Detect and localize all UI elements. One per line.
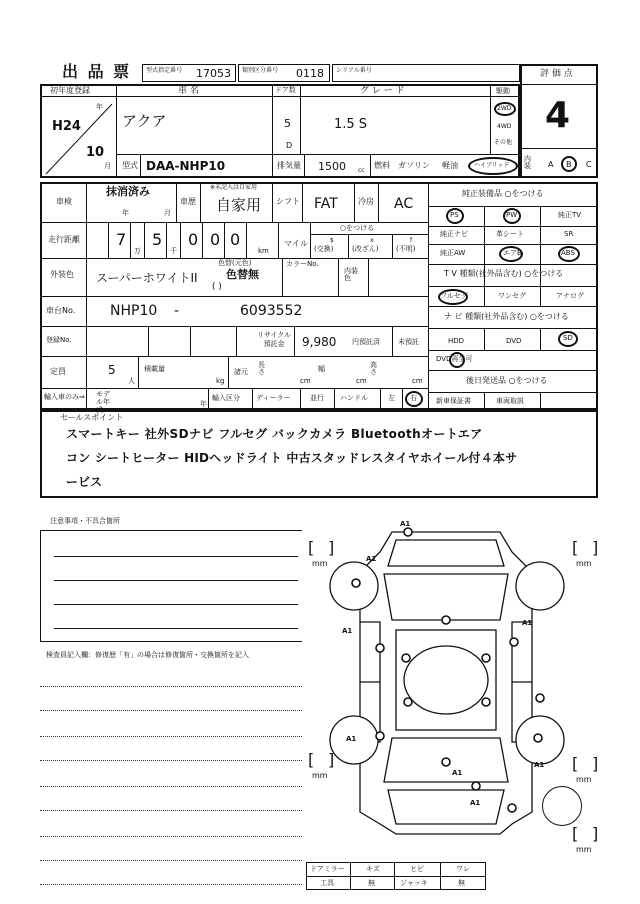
- handle-label: ハンドル: [340, 394, 368, 402]
- bracket-bl-open: [: [308, 750, 315, 769]
- sales-points-label: セールスポイント: [60, 413, 124, 422]
- inspection-value: 抹消済み: [106, 185, 150, 198]
- sr: SR: [564, 230, 574, 238]
- interior-c: C: [586, 160, 592, 169]
- ac-value: AC: [394, 196, 414, 212]
- class-label: 類別区分番号: [242, 67, 279, 74]
- sales-line-1: スマートキー 社外SDナビ フルセグ バックカメラ Bluetoothオートエア: [66, 427, 483, 441]
- history-label: 車歴: [180, 197, 196, 206]
- history-value: 自家用: [216, 196, 262, 214]
- mileage-digit-3: 0: [188, 230, 199, 249]
- inspector-note: 検査員記入欄：修復歴「有」の場合は修復箇所・交換箇所を記入: [46, 651, 249, 659]
- fuel-diesel: 軽油: [442, 161, 458, 170]
- leather: 革シート: [496, 230, 524, 238]
- repaint-paren: ( ): [212, 282, 222, 292]
- mile-label: マイル: [284, 239, 308, 248]
- chassis-dash: -: [174, 303, 180, 319]
- pw: PW: [506, 211, 518, 219]
- mileage-sen: 千: [170, 247, 177, 255]
- shift-value: FAT: [314, 196, 338, 212]
- tv-title: T V 種類(社外品含む) ○をつける: [444, 269, 564, 278]
- inspection-year-unit: 年: [122, 209, 129, 217]
- damage-mark-1: A1: [400, 520, 411, 528]
- mm-br: mm: [576, 775, 592, 784]
- bracket-br-close: ]: [592, 754, 599, 773]
- score-value: 4: [545, 95, 571, 136]
- interior-b: B: [566, 160, 572, 169]
- bracket-bl-close: ]: [328, 750, 335, 769]
- sd: SD: [563, 334, 573, 342]
- serial-label: シリアル番号: [336, 67, 372, 74]
- capacity-unit: 人: [128, 377, 135, 385]
- genuine-aw: 純正AW: [440, 249, 466, 257]
- grade-label: グ レ ー ド: [360, 86, 405, 96]
- bracket-br-open: [: [572, 754, 579, 773]
- doors-value: 5: [284, 117, 291, 130]
- damage-mark-5: A1: [346, 735, 357, 743]
- model-year-label: モデル年式: [96, 390, 110, 414]
- meter-unk-a: f: [410, 237, 413, 244]
- color-label: 外装色: [50, 270, 74, 279]
- dealer-label: ディーラー: [256, 394, 291, 402]
- width-label: 幅: [318, 365, 325, 373]
- mileage-digit-2: 5: [152, 230, 163, 249]
- drive-2wd: 2WD: [497, 105, 512, 112]
- model-cert-label: 型式指定番号: [146, 67, 183, 74]
- height-label: 高さ: [370, 361, 377, 376]
- car-name: アクア: [122, 112, 167, 130]
- drive-other: その他: [494, 139, 513, 146]
- legend-tools-value: 無: [368, 879, 375, 887]
- damage-mark-4: A1: [522, 619, 533, 627]
- caution-label: 注意事項・不具合箇所: [50, 517, 120, 525]
- drive-4wd: 4WD: [497, 123, 512, 130]
- mm-tr: mm: [576, 559, 592, 568]
- meter-alt-b: (改ざん): [352, 245, 379, 253]
- genuine-navi: 純正ナビ: [440, 230, 468, 238]
- load-kg-unit: kg: [216, 377, 225, 385]
- ac-label: 冷房: [358, 197, 374, 206]
- first-reg-year: H24: [52, 119, 81, 134]
- warranty: 新車保証書: [436, 397, 471, 405]
- car-name-label: 車 名: [178, 86, 199, 96]
- parallel-label: 並行: [310, 394, 324, 402]
- bracket-tl-close: ]: [328, 538, 335, 557]
- spare-tire: [542, 786, 582, 826]
- shift-label: シフト: [276, 197, 300, 206]
- legend-tools: 工具: [320, 879, 334, 887]
- meter-swap-b: (交換): [314, 245, 334, 253]
- first-reg-month: 10: [86, 145, 105, 160]
- score-label: 評 価 点: [540, 69, 573, 79]
- chassis-prefix: NHP10: [110, 303, 158, 319]
- legend-jack: ジャッキ: [400, 879, 428, 887]
- airbag: エアB: [503, 249, 522, 257]
- dvd: DVD: [506, 337, 522, 345]
- cc-unit: cc: [358, 167, 365, 174]
- sales-line-3: ービス: [66, 475, 103, 489]
- length-label: 長さ: [258, 361, 265, 376]
- capacity-value: 5: [108, 363, 116, 377]
- repaint-label: 色替(元色): [218, 259, 252, 267]
- displacement-value: 1500: [318, 160, 346, 173]
- recycle-label: リサイクル預託金: [256, 331, 292, 348]
- sales-line-2: コン シートヒーター HIDヘッドライト 中古スタッドレスタイヤホイール付４本サ: [66, 451, 518, 465]
- mileage-label: 走行距離: [48, 235, 80, 244]
- class-value: 0118: [296, 67, 324, 80]
- bracket-tr-close: ]: [592, 538, 599, 557]
- doors-suffix: D: [286, 141, 293, 150]
- fuel-gasoline: ガソリン: [398, 161, 430, 170]
- legend-door-mirror: ドアミラー: [310, 865, 345, 873]
- manual: 車両取説: [496, 397, 524, 405]
- dvd-play: DVD再生可: [436, 355, 473, 363]
- mm-bl: mm: [312, 771, 328, 780]
- size-label: 諸元: [234, 368, 248, 376]
- damage-mark-6: A1: [534, 761, 545, 769]
- legend-jack-value: 無: [458, 879, 465, 887]
- bracket-spare-open: [: [572, 824, 579, 843]
- damage-mark-3: A1: [342, 627, 353, 635]
- drive-label: 駆動: [496, 87, 510, 95]
- mileage-man: 万: [134, 247, 141, 255]
- damage-mark-7: A1: [452, 769, 463, 777]
- inspection-month-unit: 月: [164, 209, 171, 217]
- month-suffix: 月: [104, 162, 111, 170]
- interior-label: 内装: [524, 155, 531, 170]
- circle-note: ○をつける: [340, 224, 375, 232]
- navi-title: ナ ビ 種類(社外品含む) ○をつける: [444, 312, 569, 321]
- legend-scratch: キズ: [366, 865, 380, 873]
- model-cert-value: 17053: [196, 67, 231, 80]
- legend-break: ワレ: [456, 865, 470, 873]
- mileage-digit-4: 0: [210, 230, 221, 249]
- displacement-label: 排気量: [277, 161, 301, 170]
- chassis-number: 6093552: [240, 303, 303, 319]
- load-label: 積載量: [144, 365, 165, 373]
- color-no-label: カラーNo.: [286, 260, 319, 268]
- abs: ABS: [561, 249, 575, 257]
- fuel-label: 燃料: [374, 161, 390, 170]
- fullseg: フルセグ: [440, 292, 468, 300]
- damage-mark-2: A1: [366, 555, 377, 563]
- model-type-value: DAA-NHP10: [146, 159, 226, 173]
- hdd: HDD: [448, 337, 465, 345]
- right-label: 右: [410, 394, 417, 402]
- legend-crack: ヒビ: [410, 865, 424, 873]
- left-label: 左: [388, 394, 395, 402]
- mileage-digit-1: 7: [116, 230, 127, 249]
- import-year-unit: 年: [200, 400, 207, 408]
- meter-swap-a: $: [330, 237, 334, 244]
- width-cm-unit: cm: [356, 377, 367, 385]
- bracket-tr-open: [: [572, 538, 579, 557]
- meter-alt-a: x: [370, 237, 374, 244]
- door-label: ドア数: [275, 86, 296, 94]
- analog: アナログ: [556, 292, 584, 300]
- genuine-tv: 純正TV: [558, 211, 582, 219]
- chassis-label: 車台No.: [46, 306, 76, 315]
- import-class-label: 輸入区分: [212, 394, 240, 402]
- mm-tl: mm: [312, 559, 328, 568]
- capacity-label: 定員: [50, 367, 66, 376]
- km-unit: km: [258, 247, 269, 255]
- later-title: 後日発送品 ○をつける: [466, 376, 548, 385]
- model-type-label: 型式: [122, 161, 138, 170]
- caution-bracket: [40, 530, 302, 642]
- height-cm-unit: cm: [412, 377, 423, 385]
- repaint-value: 色替無: [226, 268, 259, 281]
- meter-unk-b: (不明): [396, 245, 416, 253]
- oneseg: ワンセグ: [498, 292, 526, 300]
- mm-spare: mm: [576, 845, 592, 854]
- history-note: ※未記入は自家用: [210, 184, 258, 191]
- reg-no-label: 登録No.: [46, 336, 72, 344]
- interior-a: A: [548, 160, 554, 169]
- bracket-spare-close: ]: [592, 824, 599, 843]
- ps: PS: [450, 211, 459, 219]
- damage-mark-8: A1: [470, 799, 481, 807]
- recycle-unpaid: 未預託: [398, 338, 419, 346]
- genuine-title: 純正装備品 ○をつける: [462, 189, 544, 198]
- interior-color-label: 内装色: [344, 267, 358, 282]
- import-label: 輸入車のみ⇒: [44, 393, 85, 401]
- recycle-value: 9,980: [302, 335, 337, 349]
- fuel-hybrid: ハイブリッド: [474, 162, 510, 169]
- grade-value: 1.5 S: [334, 117, 368, 132]
- mileage-digit-5: 0: [230, 230, 241, 249]
- bracket-tl-open: [: [308, 538, 315, 557]
- recycle-unit: 円預託済: [352, 338, 380, 346]
- year-suffix: 年: [96, 103, 103, 111]
- color-value: スーパーホワイトII: [96, 271, 198, 285]
- inspection-label: 車検: [56, 197, 72, 206]
- form-title: 出 品 票: [62, 62, 132, 81]
- first-reg-label: 初年度登録: [50, 86, 90, 95]
- length-cm-unit: cm: [300, 377, 311, 385]
